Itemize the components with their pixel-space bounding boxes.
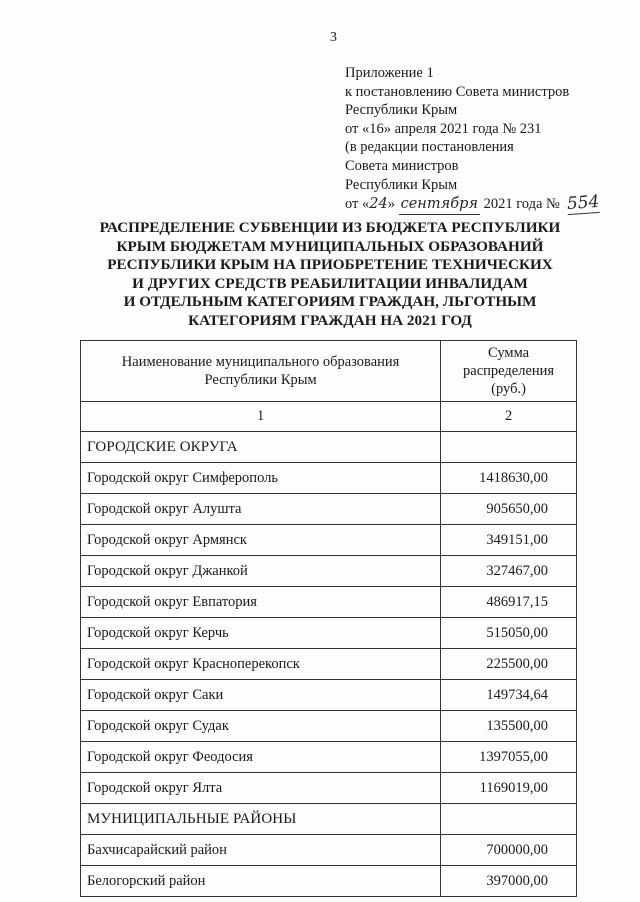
appendix-line: Республики Крым — [345, 102, 458, 119]
table-row — [81, 618, 577, 649]
table-header-row — [81, 341, 577, 402]
municipality-name: Городской округ Судак — [81, 711, 441, 742]
amount-value — [441, 432, 577, 463]
title-line: КАТЕГОРИЯМ ГРАЖДАН НА 2021 ГОД — [188, 311, 472, 329]
document-title — [80, 219, 580, 331]
municipality-name: Бахчисарайский район — [81, 835, 441, 866]
municipality-name: Городской округ Евпатория — [81, 587, 441, 618]
handwritten-month: сентября — [399, 195, 480, 215]
amount-value: 225500,00 — [441, 649, 577, 680]
header-amount — [441, 341, 577, 402]
table-row — [81, 742, 577, 773]
date-mid: » — [387, 196, 399, 213]
section-row — [81, 432, 577, 463]
page-number: 3 — [330, 30, 337, 45]
date-year: 2021 года № — [479, 196, 564, 213]
appendix-block — [345, 64, 599, 215]
municipality-name: Городской округ Армянск — [81, 525, 441, 556]
date-prefix: от « — [345, 196, 370, 213]
municipality-name: Городской округ Алушта — [81, 494, 441, 525]
table-row — [81, 711, 577, 742]
table-body — [81, 432, 577, 897]
header-municipality — [81, 341, 441, 402]
amount-value: 135500,00 — [441, 711, 577, 742]
header-municipality-line1: Наименование муниципального образования — [121, 354, 400, 370]
title-line: И ОТДЕЛЬНЫМ КАТЕГОРИЯМ ГРАЖДАН, ЛЬГОТНЫМ — [123, 293, 537, 311]
amount-value: 327467,00 — [441, 556, 577, 587]
table-row — [81, 494, 577, 525]
amount-value: 515050,00 — [441, 618, 577, 649]
table-row — [81, 773, 577, 804]
handwritten-number: 554 — [565, 192, 600, 215]
title-line: И ДРУГИХ СРЕДСТВ РЕАБИЛИТАЦИИ ИНВАЛИДАМ — [132, 274, 528, 292]
amount-value: 397000,00 — [441, 866, 577, 897]
municipality-name: Городской округ Саки — [81, 680, 441, 711]
header-amount-line1: Сумма — [488, 345, 530, 361]
table-row — [81, 866, 577, 897]
table-row — [81, 556, 577, 587]
amount-value: 1169019,00 — [441, 773, 577, 804]
table-row — [81, 680, 577, 711]
appendix-line: к постановлению Совета министров — [345, 83, 570, 100]
table-row — [81, 649, 577, 680]
title-line: РАСПРЕДЕЛЕНИЕ СУБВЕНЦИИ ИЗ БЮДЖЕТА РЕСПУБЛИКИ — [99, 219, 561, 236]
municipality-name: Городской округ Ялта — [81, 773, 441, 804]
amount-value: 1418630,00 — [441, 463, 577, 494]
municipality-name: Белогорский район — [81, 866, 441, 897]
handwritten-day: 24 — [369, 196, 388, 213]
amount-value: 349151,00 — [441, 525, 577, 556]
amount-value: 700000,00 — [441, 835, 577, 866]
table-row — [81, 587, 577, 618]
appendix-line: Совета министров — [345, 157, 459, 174]
amount-value: 1397055,00 — [441, 742, 577, 773]
appendix-line: Приложение 1 — [345, 65, 434, 81]
municipality-name: Городской округ Красноперекопск — [81, 649, 441, 680]
amount-value: 905650,00 — [441, 494, 577, 525]
table-row — [81, 463, 577, 494]
distribution-table — [80, 340, 577, 897]
appendix-line: Республики Крым — [345, 176, 458, 193]
municipality-name: Городской округ Феодосия — [81, 742, 441, 773]
amount-value: 149734,64 — [441, 680, 577, 711]
table-row — [81, 525, 577, 556]
column-number: 1 — [81, 402, 441, 432]
appendix-line: от «16» апреля 2021 года № 231 — [345, 120, 542, 137]
section-row — [81, 804, 577, 835]
municipality-name: Городской округ Симферополь — [81, 463, 441, 494]
municipality-name: ГОРОДСКИЕ ОКРУГА — [81, 432, 441, 463]
amendment-date-line — [345, 194, 599, 215]
amount-value — [441, 804, 577, 835]
header-amount-line2: распределения (руб.) — [463, 363, 555, 397]
column-number-row — [81, 402, 577, 432]
amount-value: 486917,15 — [441, 587, 577, 618]
municipality-name: Городской округ Джанкой — [81, 556, 441, 587]
header-municipality-line2: Республики Крым — [204, 372, 317, 388]
column-number: 2 — [441, 402, 577, 432]
title-line: КРЫМ БЮДЖЕТАМ МУНИЦИПАЛЬНЫХ ОБРАЗОВАНИЙ — [116, 237, 544, 255]
appendix-line: (в редакции постановления — [345, 139, 514, 156]
table-row — [81, 835, 577, 866]
municipality-name: МУНИЦИПАЛЬНЫЕ РАЙОНЫ — [81, 804, 441, 835]
municipality-name: Городской округ Керчь — [81, 618, 441, 649]
title-line: РЕСПУБЛИКИ КРЫМ НА ПРИОБРЕТЕНИЕ ТЕХНИЧЕСКИХ — [107, 256, 553, 274]
